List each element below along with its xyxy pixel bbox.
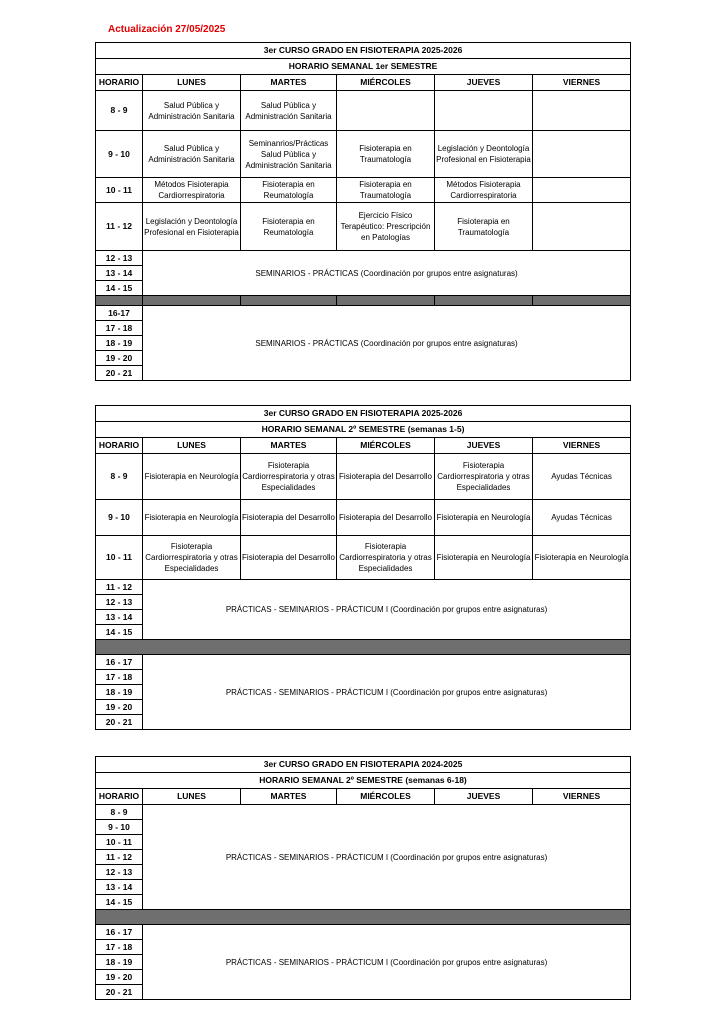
seminar-block: SEMINARIOS - PRÁCTICAS (Coordinación por grupos entre asignaturas)	[143, 251, 631, 296]
hour-cell: 12 - 13	[96, 251, 143, 266]
class-cell: Fisioterapia Cardiorrespiratoria y otras Especialidades	[435, 454, 533, 500]
table-row	[96, 131, 631, 178]
break-cell	[241, 296, 337, 306]
hour-cell: 18 - 19	[96, 685, 143, 700]
hour-cell: 11 - 12	[96, 203, 143, 251]
header-martes: MARTES	[241, 75, 337, 91]
header-jueves: JUEVES	[435, 789, 533, 805]
class-cell: Fisioterapia en Traumatología	[337, 131, 435, 178]
header-viernes: VIERNES	[533, 789, 631, 805]
class-cell: Fisioterapia en Traumatología	[435, 203, 533, 251]
hour-cell: 16 - 17	[96, 925, 143, 940]
break-cell	[435, 296, 533, 306]
table-subtitle: HORARIO SEMANAL 2º SEMESTRE (semanas 6-18)	[96, 773, 631, 789]
hour-cell: 13 - 14	[96, 266, 143, 281]
header-jueves: JUEVES	[435, 75, 533, 91]
break-row	[96, 910, 631, 925]
class-cell: Seminanrios/Prácticas Salud Pública y Administración Sanitaria	[241, 131, 337, 178]
hour-cell: 14 - 15	[96, 895, 143, 910]
header-lunes: LUNES	[143, 75, 241, 91]
break-cell	[96, 296, 143, 306]
class-cell	[533, 131, 631, 178]
class-cell	[533, 203, 631, 251]
header-horario: HORARIO	[96, 438, 143, 454]
hour-cell: 9 - 10	[96, 131, 143, 178]
break-cell	[533, 296, 631, 306]
table-subtitle: HORARIO SEMANAL 1er SEMESTRE	[96, 59, 631, 75]
header-viernes: VIERNES	[533, 75, 631, 91]
class-cell: Fisioterapia Cardiorrespiratoria y otras Especialidades	[143, 536, 241, 580]
hour-cell: 12 - 13	[96, 865, 143, 880]
hour-cell: 12 - 13	[96, 595, 143, 610]
practicum-block: PRÁCTICAS - SEMINARIOS - PRÁCTICUM I (Coordinación por grupos entre asignaturas)	[143, 805, 631, 910]
class-cell	[533, 91, 631, 131]
hour-cell: 13 - 14	[96, 880, 143, 895]
break-cell	[96, 640, 631, 655]
hour-cell: 10 - 11	[96, 536, 143, 580]
class-cell: Fisioterapia del Desarrollo	[337, 454, 435, 500]
header-horario: HORARIO	[96, 75, 143, 91]
class-cell: Ayudas Técnicas	[533, 500, 631, 536]
class-cell: Fisioterapia en Neurología	[533, 536, 631, 580]
class-cell	[435, 91, 533, 131]
header-martes: MARTES	[241, 438, 337, 454]
header-jueves: JUEVES	[435, 438, 533, 454]
hour-cell: 20 - 21	[96, 366, 143, 381]
class-cell: Fisioterapia en Neurología	[143, 500, 241, 536]
hour-cell: 16-17	[96, 306, 143, 321]
hour-cell: 17 - 18	[96, 670, 143, 685]
hour-cell: 20 - 21	[96, 985, 143, 1000]
hour-cell: 14 - 15	[96, 625, 143, 640]
class-cell: Ejercicio Físico Terapéutico: Prescripción en Patologías	[337, 203, 435, 251]
hour-cell: 16 - 17	[96, 655, 143, 670]
hour-cell: 19 - 20	[96, 970, 143, 985]
table-row	[96, 500, 631, 536]
header-horario: HORARIO	[96, 789, 143, 805]
class-cell: Salud Pública y Administración Sanitaria	[143, 131, 241, 178]
hour-cell: 17 - 18	[96, 940, 143, 955]
header-martes: MARTES	[241, 789, 337, 805]
hour-cell: 8 - 9	[96, 454, 143, 500]
class-cell: Fisioterapia en Neurología	[435, 500, 533, 536]
hour-cell: 8 - 9	[96, 91, 143, 131]
table-title: 3er CURSO GRADO EN FISIOTERAPIA 2024-2025	[96, 757, 631, 773]
hour-cell: 10 - 11	[96, 178, 143, 203]
class-cell	[337, 91, 435, 131]
table-title: 3er CURSO GRADO EN FISIOTERAPIA 2025-2026	[96, 406, 631, 422]
class-cell: Fisioterapia del Desarrollo	[241, 500, 337, 536]
practicum-block: PRÁCTICAS - SEMINARIOS - PRÁCTICUM I (Coordinación por grupos entre asignaturas)	[143, 580, 631, 640]
table-row	[96, 91, 631, 131]
class-cell: Fisioterapia en Traumatología	[337, 178, 435, 203]
table-row	[96, 178, 631, 203]
hour-cell: 17 - 18	[96, 321, 143, 336]
class-cell: Legislación y Deontología Profesional en Fisioterapia	[143, 203, 241, 251]
break-row	[96, 296, 631, 306]
break-cell	[337, 296, 435, 306]
class-cell: Fisioterapia en Neurología	[435, 536, 533, 580]
class-cell	[533, 178, 631, 203]
hour-cell: 9 - 10	[96, 820, 143, 835]
hour-cell: 18 - 19	[96, 336, 143, 351]
hour-cell: 10 - 11	[96, 835, 143, 850]
hour-cell: 14 - 15	[96, 281, 143, 296]
hour-cell: 19 - 20	[96, 351, 143, 366]
break-cell	[96, 910, 631, 925]
class-cell: Salud Pública y Administración Sanitaria	[143, 91, 241, 131]
seminar-block: SEMINARIOS - PRÁCTICAS (Coordinación por grupos entre asignaturas)	[143, 306, 631, 381]
class-cell: Fisioterapia Cardiorrespiratoria y otras Especialidades	[337, 536, 435, 580]
class-cell: Legislación y Deontología Profesional en Fisioterapia	[435, 131, 533, 178]
table-row	[96, 454, 631, 500]
header-viernes: VIERNES	[533, 438, 631, 454]
class-cell: Ayudas Técnicas	[533, 454, 631, 500]
practicum-block: PRÁCTICAS - SEMINARIOS - PRÁCTICUM I (Coordinación por grupos entre asignaturas)	[143, 655, 631, 730]
class-cell: Fisioterapia en Reumatología	[241, 203, 337, 251]
hour-cell: 9 - 10	[96, 500, 143, 536]
schedule-2nd-semester-weeks-6-18	[95, 756, 631, 1000]
table-subtitle: HORARIO SEMANAL 2º SEMESTRE (semanas 1-5)	[96, 422, 631, 438]
class-cell: Fisioterapia del Desarrollo	[337, 500, 435, 536]
class-cell: Métodos Fisioterapia Cardiorrespiratoria	[143, 178, 241, 203]
header-miercoles: MIÉRCOLES	[337, 75, 435, 91]
hour-cell: 18 - 19	[96, 955, 143, 970]
break-cell	[143, 296, 241, 306]
update-date: Actualización 27/05/2025	[108, 24, 226, 35]
schedule-2nd-semester-weeks-1-5	[95, 405, 631, 730]
header-miercoles: MIÉRCOLES	[337, 438, 435, 454]
hour-cell: 8 - 9	[96, 805, 143, 820]
class-cell: Fisioterapia en Neurología	[143, 454, 241, 500]
class-cell: Fisioterapia en Reumatología	[241, 178, 337, 203]
schedule-1st-semester	[95, 42, 631, 381]
hour-cell: 13 - 14	[96, 610, 143, 625]
class-cell: Métodos Fisioterapia Cardiorrespiratoria	[435, 178, 533, 203]
header-lunes: LUNES	[143, 789, 241, 805]
class-cell: Salud Pública y Administración Sanitaria	[241, 91, 337, 131]
class-cell: Fisioterapia Cardiorrespiratoria y otras Especialidades	[241, 454, 337, 500]
table-row	[96, 203, 631, 251]
table-title: 3er CURSO GRADO EN FISIOTERAPIA 2025-2026	[96, 43, 631, 59]
practicum-block: PRÁCTICAS - SEMINARIOS - PRÁCTICUM I (Coordinación por grupos entre asignaturas)	[143, 925, 631, 1000]
header-lunes: LUNES	[143, 438, 241, 454]
hour-cell: 19 - 20	[96, 700, 143, 715]
hour-cell: 11 - 12	[96, 580, 143, 595]
table-row	[96, 536, 631, 580]
break-row	[96, 640, 631, 655]
hour-cell: 20 - 21	[96, 715, 143, 730]
class-cell: Fisioterapia del Desarrollo	[241, 536, 337, 580]
header-miercoles: MIÉRCOLES	[337, 789, 435, 805]
hour-cell: 11 - 12	[96, 850, 143, 865]
